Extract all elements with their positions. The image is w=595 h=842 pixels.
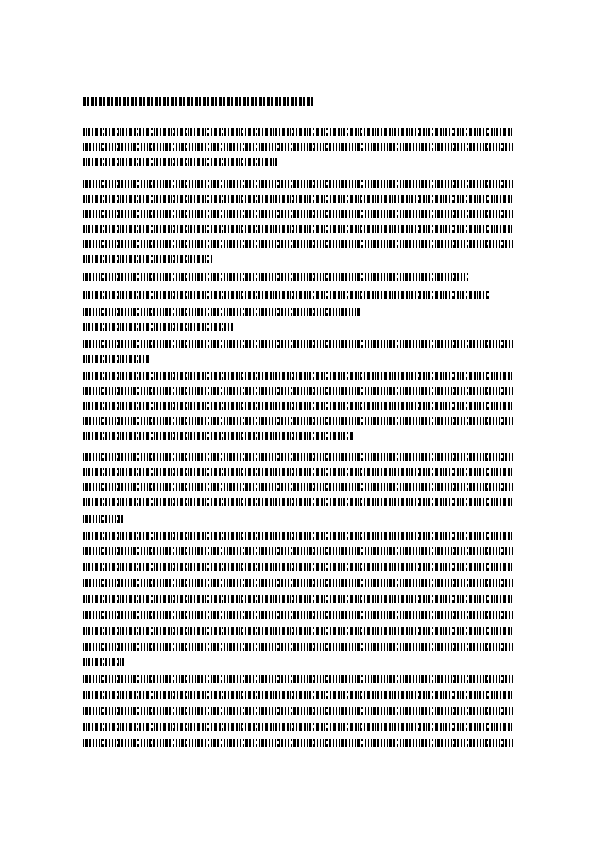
text-line (83, 627, 513, 635)
text-line (83, 658, 125, 666)
text-line (83, 563, 513, 571)
text-line (83, 483, 513, 491)
text-line (83, 180, 513, 188)
text-line (83, 158, 278, 166)
text-line (83, 291, 491, 299)
text-line (83, 323, 233, 331)
text-line (83, 240, 513, 248)
text-line (83, 210, 513, 218)
text-line (83, 432, 355, 440)
text-line (83, 675, 513, 683)
text-line (83, 387, 513, 395)
document-title (83, 97, 313, 106)
text-line (83, 402, 513, 410)
text-line (83, 372, 513, 380)
text-line (83, 143, 513, 151)
text-line (83, 611, 513, 619)
text-line (83, 273, 468, 281)
text-line (83, 355, 151, 363)
text-line (83, 691, 513, 699)
text-line (83, 417, 513, 425)
text-line (83, 453, 513, 461)
text-line (83, 532, 513, 540)
text-line (83, 739, 513, 747)
text-line (83, 225, 513, 233)
text-line (83, 579, 513, 587)
text-line (83, 723, 513, 731)
text-line (83, 255, 213, 263)
text-line (83, 468, 513, 476)
text-line (83, 595, 513, 603)
text-line (83, 515, 125, 523)
text-line (83, 707, 513, 715)
text-line (83, 308, 361, 316)
text-line (83, 128, 513, 136)
text-line (83, 498, 513, 506)
text-line (83, 643, 513, 651)
text-line (83, 340, 513, 348)
text-line (83, 547, 513, 555)
text-line (83, 195, 513, 203)
